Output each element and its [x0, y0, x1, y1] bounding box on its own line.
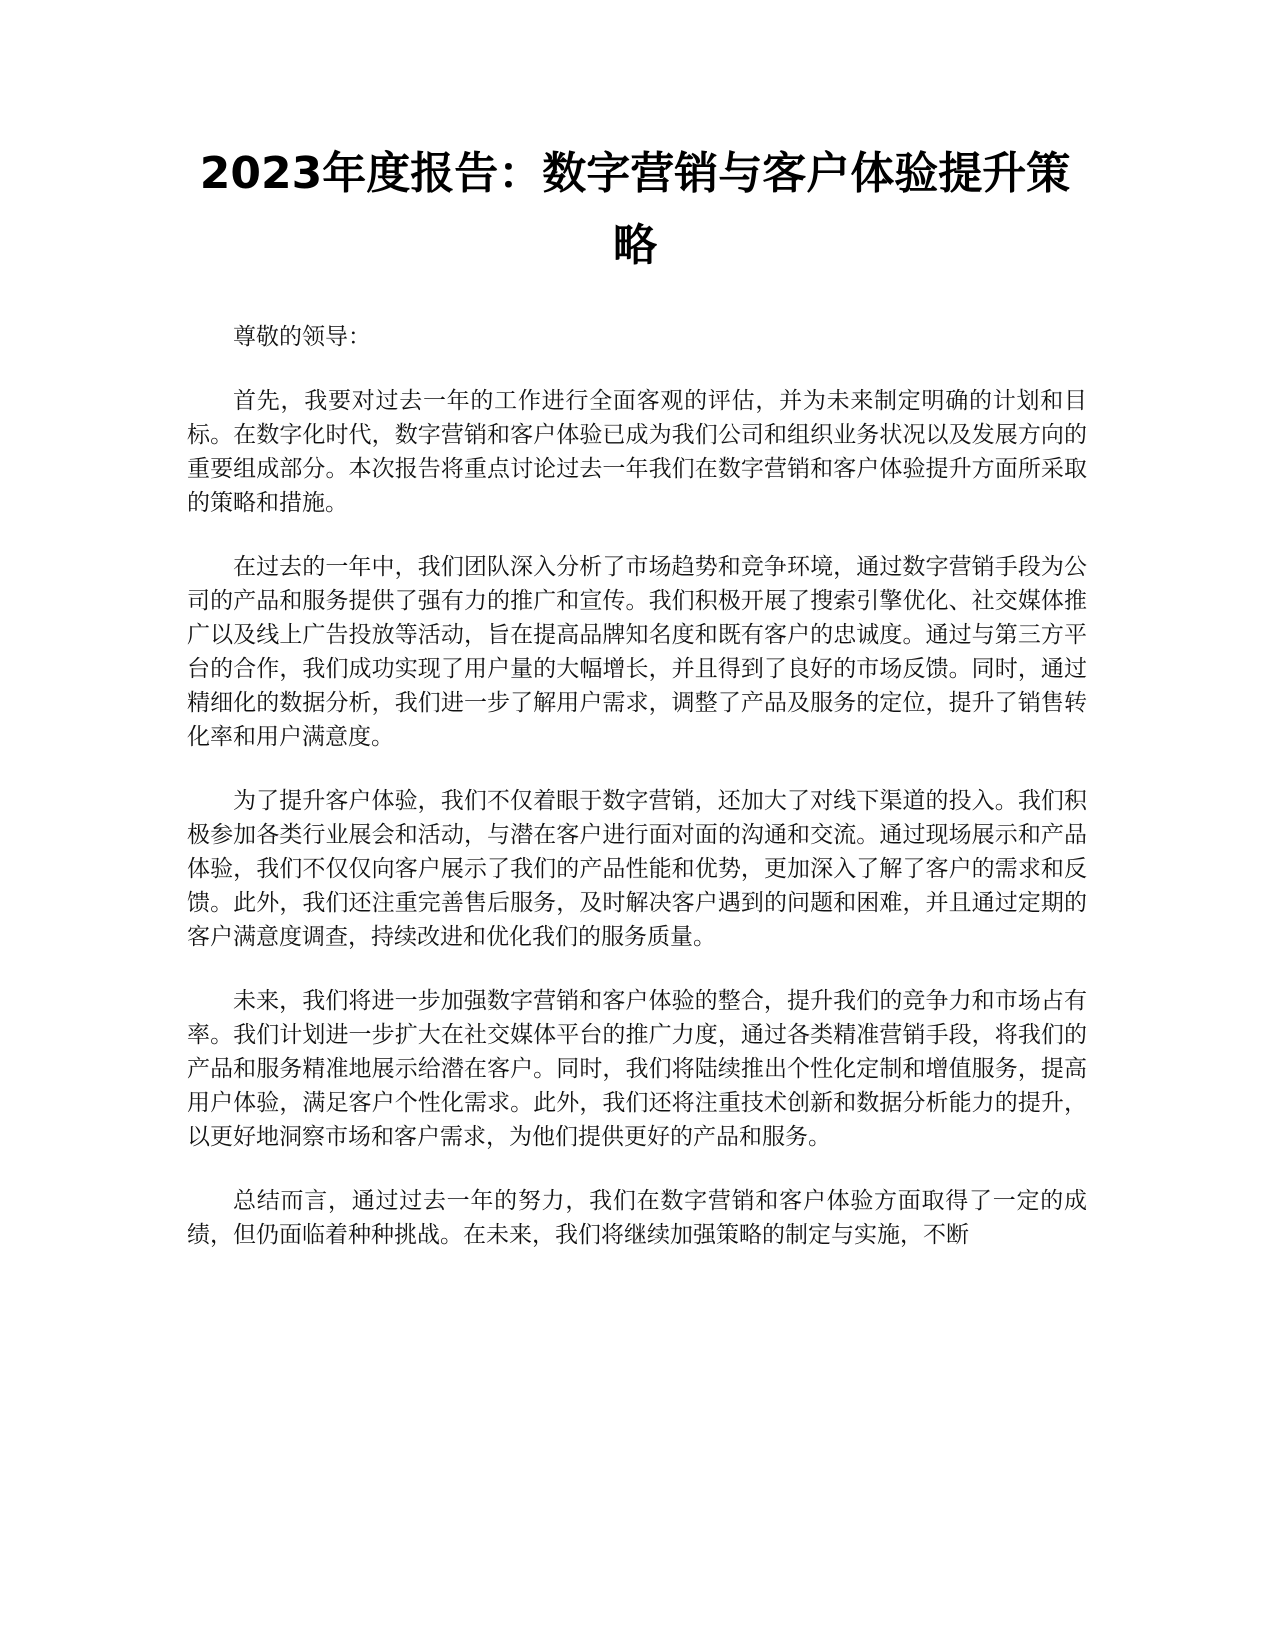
- salutation: 尊敬的领导：: [233, 324, 371, 350]
- paragraph-2: 在过去的一年中，我们团队深入分析了市场趋势和竞争环境，通过数字营销手段为公司的产品和服务提供了强有力的推广和宣传。我们积极开展了搜索引擎优化、社交媒体推广以及线上广告投放等活动，旨在提高品牌知名度和既有客户的忠诚度。通过与第三方平台的合作，我们成功实现了用户量的大幅增长，并且得到了良好的市场反馈。同时，通过精细化的数据分析，我们进一步了解用户需求，调整了产品及服务的定位，提升了销售转化率和用户满意度。: [187, 554, 1087, 750]
- paragraph-4: 未来，我们将进一步加强数字营销和客户体验的整合，提升我们的竞争力和市场占有率。我们计划进一步扩大在社交媒体平台的推广力度，通过各类精准营销手段，将我们的产品和服务精准地展示给潜在客户。同时，我们将陆续推出个性化定制和增值服务，提高用户体验，满足客户个性化需求。此外，我们还将注重技术创新和数据分析能力的提升，以更好地洞察市场和客户需求，为他们提供更好的产品和服务。: [187, 988, 1087, 1150]
- document-title: 2023年度报告：数字营销与客户体验提升策略: [199, 148, 1071, 271]
- paragraph-1: 首先，我要对过去一年的工作进行全面客观的评估，并为未来制定明确的计划和目标。在数字化时代，数字营销和客户体验已成为我们公司和组织业务状况以及发展方向的重要组成部分。本次报告将重点讨论过去一年我们在数字营销和客户体验提升方面所采取的策略和措施。: [187, 388, 1087, 516]
- paragraph-3: 为了提升客户体验，我们不仅着眼于数字营销，还加大了对线下渠道的投入。我们积极参加各类行业展会和活动，与潜在客户进行面对面的沟通和交流。通过现场展示和产品体验，我们不仅仅向客户展示了我们的产品性能和优势，更加深入了解了客户的需求和反馈。此外，我们还注重完善售后服务，及时解决客户遇到的问题和困难，并且通过定期的客户满意度调查，持续改进和优化我们的服务质量。: [187, 788, 1087, 950]
- paragraph-5: 总结而言，通过过去一年的努力，我们在数字营销和客户体验方面取得了一定的成绩，但仍面临着种种挑战。在未来，我们将继续加强策略的制定与实施，不断: [187, 1188, 1087, 1248]
- document-body: [187, 320, 1087, 1282]
